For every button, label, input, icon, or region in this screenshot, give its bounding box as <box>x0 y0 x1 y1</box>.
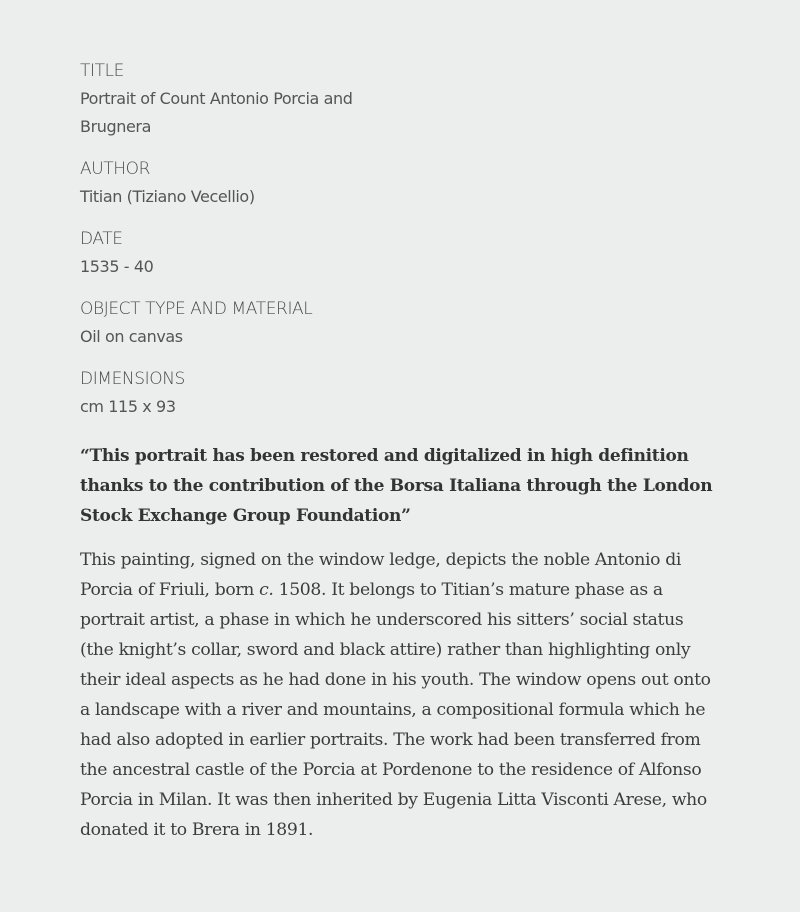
date-value: 1535 - 40 <box>80 257 154 276</box>
description-part1: This painting, signed on the window ledge, depicts the noble Antonio di Porcia of Friuli, born <box>80 550 682 600</box>
author-label: AUTHOR <box>80 159 151 179</box>
title-value: Portrait of Count Antonio Porcia and Brugnera <box>80 89 353 136</box>
author-value: Titian (Tiziano Vecellio) <box>80 187 255 206</box>
date-field <box>80 226 720 281</box>
title-label: TITLE <box>80 61 124 81</box>
object-type-field <box>80 296 720 351</box>
dimensions-field <box>80 366 720 421</box>
description-part2: 1508. It belongs to Titian’s mature phase as a portrait artist, a phase in which he underscored his sitters’ social status (the knight’s collar, sword and black attire) rather than highlighting only their ideal aspects as he had done in his youth. The window opens out onto a landscape with a river and mountains, a compositional formula which he had also adopted in earlier portraits. The work had been transferred from the ancestral castle of the Porcia at Pordenone to the residence of Alfonso Porcia in Milan. It was then inherited by Eugenia Litta Visconti Arese, who donated it to Brera in 1891. <box>80 580 711 840</box>
description-circa: c. <box>259 580 274 600</box>
date-label: DATE <box>80 229 123 249</box>
description-paragraph <box>80 545 720 845</box>
dimensions-value: cm 115 x 93 <box>80 397 176 416</box>
dimensions-label: DIMENSIONS <box>80 369 185 389</box>
restoration-quote: “This portrait has been restored and digitalized in high definition thanks to the contribution of the Borsa Italiana through the London Stock Exchange Group Foundation” <box>80 446 713 526</box>
author-field <box>80 156 720 211</box>
object-type-value: Oil on canvas <box>80 327 183 346</box>
title-field <box>80 58 720 141</box>
object-type-label: OBJECT TYPE AND MATERIAL <box>80 299 313 319</box>
